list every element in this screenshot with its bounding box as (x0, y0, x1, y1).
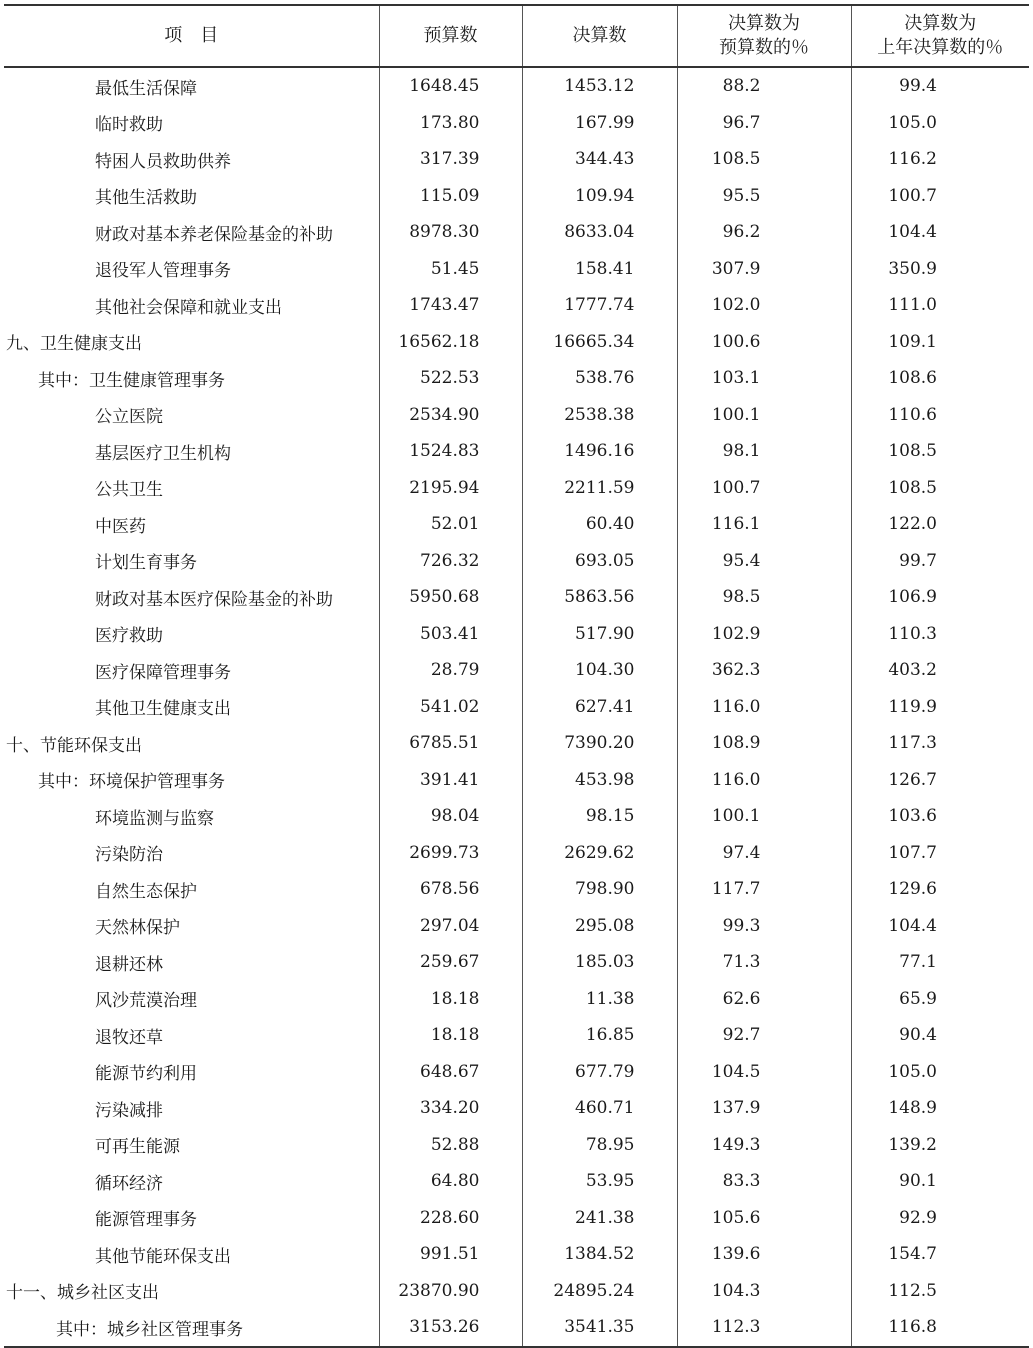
budget-cell: 16562.18 (379, 324, 522, 361)
table-row (4, 1273, 1029, 1310)
final-cell: 1453.12 (522, 67, 677, 105)
item-name-cell: 其他卫生健康支出 (95, 699, 231, 720)
pct-prev-cell: 129.6 (851, 871, 1029, 908)
budget-cell: 173.80 (379, 105, 522, 142)
budget-cell: 334.20 (379, 1090, 522, 1127)
budget-cell: 541.02 (379, 689, 522, 726)
table-row (4, 871, 1029, 908)
item-name-cell: 可再生能源 (95, 1137, 180, 1158)
item-name-cell: 公立医院 (95, 407, 163, 428)
pct-prev-cell: 139.2 (851, 1127, 1029, 1164)
budget-cell: 2699.73 (379, 835, 522, 872)
item-name-cell: 退牧还草 (95, 1027, 163, 1048)
budget-cell: 391.41 (379, 762, 522, 799)
pct-budget-cell: 139.6 (677, 1236, 851, 1273)
final-cell: 3541.35 (522, 1309, 677, 1347)
final-cell: 8633.04 (522, 214, 677, 251)
pct-budget-cell: 102.9 (677, 616, 851, 653)
budget-cell: 28.79 (379, 652, 522, 689)
pct-budget-cell: 116.0 (677, 762, 851, 799)
final-cell: 677.79 (522, 1054, 677, 1091)
pct-prev-cell: 99.7 (851, 543, 1029, 580)
table-row (4, 506, 1029, 543)
pct-prev-cell: 116.2 (851, 141, 1029, 178)
budget-cell: 2534.90 (379, 397, 522, 434)
item-name-cell: 基层医疗卫生机构 (95, 443, 231, 464)
pct-budget-cell: 100.1 (677, 397, 851, 434)
budget-cell: 5950.68 (379, 579, 522, 616)
final-cell: 517.90 (522, 616, 677, 653)
pct-budget-cell: 108.5 (677, 141, 851, 178)
pct-prev-cell: 104.4 (851, 214, 1029, 251)
pct-prev-cell: 104.4 (851, 908, 1029, 945)
item-name-cell: 十、节能环保支出 (6, 735, 142, 756)
pct-budget-cell: 362.3 (677, 652, 851, 689)
pct-prev-cell: 403.2 (851, 652, 1029, 689)
header-row (4, 5, 1029, 67)
pct-prev-cell: 109.1 (851, 324, 1029, 361)
pct-budget-cell: 149.3 (677, 1127, 851, 1164)
pct-budget-cell: 99.3 (677, 908, 851, 945)
pct-prev-cell: 108.5 (851, 470, 1029, 507)
pct-prev-cell: 126.7 (851, 762, 1029, 799)
budget-cell: 115.09 (379, 178, 522, 215)
table-row (4, 1090, 1029, 1127)
pct-prev-cell: 92.9 (851, 1200, 1029, 1237)
table-row (4, 652, 1029, 689)
table-row (4, 579, 1029, 616)
pct-prev-cell: 90.4 (851, 1017, 1029, 1054)
pct-budget-cell: 96.2 (677, 214, 851, 251)
budget-cell: 2195.94 (379, 470, 522, 507)
item-name-cell: 其他节能环保支出 (95, 1246, 231, 1267)
budget-cell: 18.18 (379, 981, 522, 1018)
table-row (4, 981, 1029, 1018)
table-row (4, 798, 1029, 835)
pct-budget-cell: 137.9 (677, 1090, 851, 1127)
item-name-cell: 公共卫生 (95, 480, 163, 501)
header-budget: 预算数 (379, 5, 522, 67)
table-row (4, 835, 1029, 872)
item-name-cell: 医疗救助 (95, 626, 163, 647)
header-final: 决算数 (522, 5, 677, 67)
table-row (4, 105, 1029, 142)
item-name-cell: 临时救助 (95, 115, 163, 136)
table-body (4, 67, 1029, 1347)
final-cell: 241.38 (522, 1200, 677, 1237)
pct-prev-cell: 99.4 (851, 67, 1029, 105)
final-cell: 5863.56 (522, 579, 677, 616)
budget-cell: 1743.47 (379, 287, 522, 324)
pct-budget-cell: 307.9 (677, 251, 851, 288)
item-name-cell: 能源节约利用 (95, 1064, 197, 1085)
budget-cell: 991.51 (379, 1236, 522, 1273)
final-cell: 11.38 (522, 981, 677, 1018)
budget-cell: 8978.30 (379, 214, 522, 251)
budget-cell: 64.80 (379, 1163, 522, 1200)
table-row (4, 324, 1029, 361)
pct-budget-cell: 95.5 (677, 178, 851, 215)
final-cell: 104.30 (522, 652, 677, 689)
pct-prev-cell: 122.0 (851, 506, 1029, 543)
final-cell: 2211.59 (522, 470, 677, 507)
pct-prev-cell: 117.3 (851, 725, 1029, 762)
table-row (4, 433, 1029, 470)
pct-budget-cell: 102.0 (677, 287, 851, 324)
pct-budget-cell: 92.7 (677, 1017, 851, 1054)
budget-cell: 648.67 (379, 1054, 522, 1091)
item-name-cell: 能源管理事务 (95, 1210, 197, 1231)
pct-budget-cell: 105.6 (677, 1200, 851, 1237)
pct-budget-cell: 104.5 (677, 1054, 851, 1091)
table-row (4, 1309, 1029, 1347)
final-cell: 24895.24 (522, 1273, 677, 1310)
budget-cell: 1648.45 (379, 67, 522, 105)
item-name-cell: 其他社会保障和就业支出 (95, 297, 282, 318)
item-name-cell: 退耕还林 (95, 954, 163, 975)
item-name-cell: 其中：环境保护管理事务 (38, 772, 225, 793)
budget-cell: 259.67 (379, 944, 522, 981)
item-name-cell: 污染防治 (95, 845, 163, 866)
pct-prev-cell: 110.6 (851, 397, 1029, 434)
budget-cell: 317.39 (379, 141, 522, 178)
table-row (4, 178, 1029, 215)
budget-cell: 297.04 (379, 908, 522, 945)
pct-prev-cell: 350.9 (851, 251, 1029, 288)
budget-cell: 726.32 (379, 543, 522, 580)
pct-budget-cell: 62.6 (677, 981, 851, 1018)
pct-budget-cell: 103.1 (677, 360, 851, 397)
table-row (4, 908, 1029, 945)
pct-prev-cell: 108.5 (851, 433, 1029, 470)
pct-prev-cell: 105.0 (851, 105, 1029, 142)
final-cell: 7390.20 (522, 725, 677, 762)
budget-cell: 18.18 (379, 1017, 522, 1054)
item-name-cell: 特困人员救助供养 (95, 151, 231, 172)
item-name-cell: 计划生育事务 (95, 553, 197, 574)
item-name-cell: 环境监测与监察 (95, 808, 214, 829)
pct-prev-cell: 116.8 (851, 1309, 1029, 1347)
pct-budget-cell: 71.3 (677, 944, 851, 981)
final-cell: 295.08 (522, 908, 677, 945)
table-row (4, 67, 1029, 105)
item-name-cell: 其中：城乡社区管理事务 (4, 1309, 379, 1347)
table-row (4, 543, 1029, 580)
final-cell: 460.71 (522, 1090, 677, 1127)
final-cell: 16665.34 (522, 324, 677, 361)
pct-budget-cell: 112.3 (677, 1309, 851, 1347)
budget-cell: 1524.83 (379, 433, 522, 470)
header-pct-prev: 决算数为 上年决算数的％ (851, 5, 1029, 67)
budget-cell: 6785.51 (379, 725, 522, 762)
final-cell: 60.40 (522, 506, 677, 543)
final-cell: 185.03 (522, 944, 677, 981)
item-name-cell: 其他生活救助 (95, 188, 197, 209)
budget-cell: 51.45 (379, 251, 522, 288)
pct-budget-cell: 108.9 (677, 725, 851, 762)
final-cell: 2538.38 (522, 397, 677, 434)
item-name-cell: 退役军人管理事务 (95, 261, 231, 282)
table-row (4, 360, 1029, 397)
final-cell: 158.41 (522, 251, 677, 288)
final-cell: 1496.16 (522, 433, 677, 470)
table-row (4, 1017, 1029, 1054)
final-cell: 693.05 (522, 543, 677, 580)
pct-prev-cell: 107.7 (851, 835, 1029, 872)
table-row (4, 616, 1029, 653)
pct-prev-cell: 108.6 (851, 360, 1029, 397)
pct-budget-cell: 98.1 (677, 433, 851, 470)
item-name-cell: 风沙荒漠治理 (95, 991, 197, 1012)
pct-prev-cell: 90.1 (851, 1163, 1029, 1200)
table-header (4, 5, 1029, 67)
final-cell: 1777.74 (522, 287, 677, 324)
item-name-cell: 循环经济 (95, 1173, 163, 1194)
pct-budget-cell: 100.1 (677, 798, 851, 835)
pct-budget-cell: 100.6 (677, 324, 851, 361)
budget-cell: 522.53 (379, 360, 522, 397)
table-row (4, 944, 1029, 981)
header-pct-budget: 决算数为 预算数的％ (677, 5, 851, 67)
final-cell: 16.85 (522, 1017, 677, 1054)
table-row (4, 141, 1029, 178)
pct-prev-cell: 112.5 (851, 1273, 1029, 1310)
pct-budget-cell: 116.0 (677, 689, 851, 726)
final-cell: 538.76 (522, 360, 677, 397)
item-name-cell: 九、卫生健康支出 (6, 334, 142, 355)
item-name-cell: 中医药 (95, 516, 146, 537)
pct-prev-cell: 154.7 (851, 1236, 1029, 1273)
item-name-cell: 医疗保障管理事务 (95, 662, 231, 683)
final-cell: 78.95 (522, 1127, 677, 1164)
pct-prev-cell: 148.9 (851, 1090, 1029, 1127)
item-name-cell: 最低生活保障 (95, 78, 197, 99)
pct-budget-cell: 117.7 (677, 871, 851, 908)
pct-prev-cell: 111.0 (851, 287, 1029, 324)
pct-budget-cell: 83.3 (677, 1163, 851, 1200)
budget-cell: 98.04 (379, 798, 522, 835)
pct-prev-cell: 105.0 (851, 1054, 1029, 1091)
item-name-cell: 天然林保护 (95, 918, 180, 939)
budget-table (4, 4, 1029, 1348)
pct-prev-cell: 77.1 (851, 944, 1029, 981)
table-row (4, 1127, 1029, 1164)
final-cell: 627.41 (522, 689, 677, 726)
item-name-cell: 财政对基本养老保险基金的补助 (95, 224, 333, 245)
final-cell: 53.95 (522, 1163, 677, 1200)
item-name-cell: 财政对基本医疗保险基金的补助 (95, 589, 333, 610)
pct-budget-cell: 100.7 (677, 470, 851, 507)
pct-prev-cell: 65.9 (851, 981, 1029, 1018)
table-row (4, 1163, 1029, 1200)
pct-prev-cell: 119.9 (851, 689, 1029, 726)
table-row (4, 214, 1029, 251)
table-row (4, 251, 1029, 288)
pct-budget-cell: 98.5 (677, 579, 851, 616)
budget-cell: 228.60 (379, 1200, 522, 1237)
table-row (4, 397, 1029, 434)
pct-budget-cell: 95.4 (677, 543, 851, 580)
table-row (4, 689, 1029, 726)
budget-cell: 3153.26 (379, 1309, 522, 1347)
table-row (4, 470, 1029, 507)
budget-cell: 52.88 (379, 1127, 522, 1164)
header-item: 项 目 (4, 5, 379, 67)
pct-prev-cell: 110.3 (851, 616, 1029, 653)
budget-cell: 23870.90 (379, 1273, 522, 1310)
table-row (4, 1236, 1029, 1273)
item-name-cell: 自然生态保护 (95, 881, 197, 902)
budget-cell: 52.01 (379, 506, 522, 543)
pct-prev-cell: 103.6 (851, 798, 1029, 835)
item-name-cell: 污染减排 (95, 1100, 163, 1121)
table-row (4, 725, 1029, 762)
final-cell: 98.15 (522, 798, 677, 835)
pct-budget-cell: 104.3 (677, 1273, 851, 1310)
item-name-cell: 其中：卫生健康管理事务 (38, 370, 225, 391)
budget-cell: 503.41 (379, 616, 522, 653)
final-cell: 344.43 (522, 141, 677, 178)
table-row (4, 1200, 1029, 1237)
pct-prev-cell: 106.9 (851, 579, 1029, 616)
pct-budget-cell: 116.1 (677, 506, 851, 543)
final-cell: 798.90 (522, 871, 677, 908)
table-row (4, 762, 1029, 799)
pct-budget-cell: 96.7 (677, 105, 851, 142)
pct-budget-cell: 97.4 (677, 835, 851, 872)
final-cell: 109.94 (522, 178, 677, 215)
table-row (4, 287, 1029, 324)
item-name-cell: 十一、城乡社区支出 (6, 1283, 159, 1304)
pct-prev-cell: 100.7 (851, 178, 1029, 215)
pct-budget-cell: 88.2 (677, 67, 851, 105)
budget-cell: 678.56 (379, 871, 522, 908)
final-cell: 167.99 (522, 105, 677, 142)
final-cell: 2629.62 (522, 835, 677, 872)
table-row (4, 1054, 1029, 1091)
final-cell: 453.98 (522, 762, 677, 799)
final-cell: 1384.52 (522, 1236, 677, 1273)
